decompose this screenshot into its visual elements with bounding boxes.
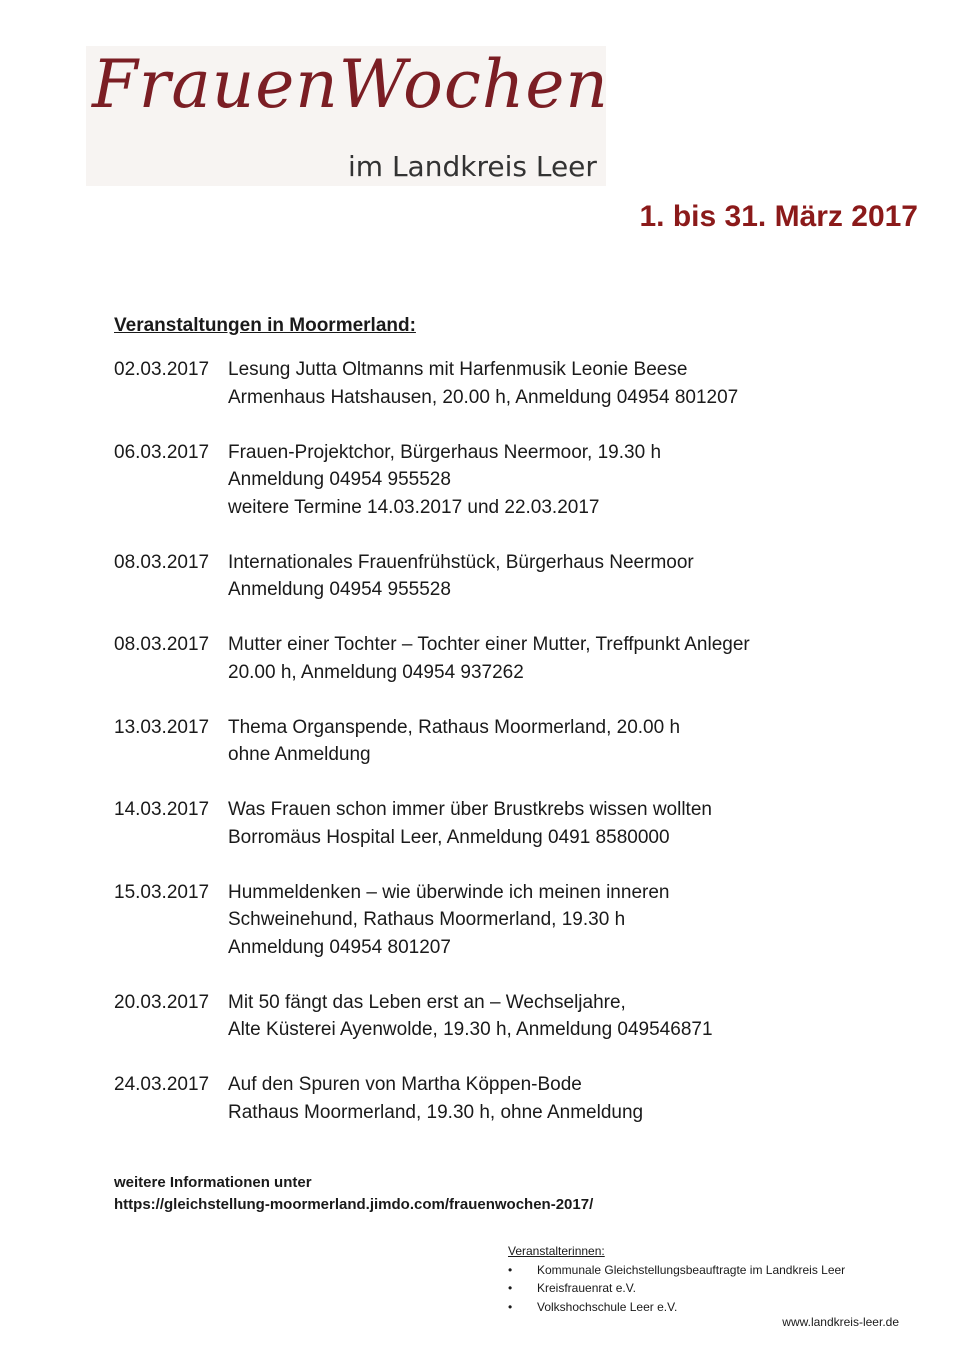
event-entry [114,796,914,851]
event-date: 20.03.2017 [114,991,210,1013]
event-description [228,439,661,522]
event-line: Auf den Spuren von Martha Köppen-Bode [228,1074,582,1095]
event-line: Internationales Frauenfrühstück, Bürgerhaus Neermoor [228,551,694,573]
event-line: Lesung Jutta Oltmanns mit Harfenmusik Leonie Beese [228,359,688,380]
organizer-item: • Kreisfrauenrat e.V. [508,1279,845,1298]
event-line: Mit 50 fängt das Leben erst an – Wechseljahre, [228,991,626,1013]
event-line: Anmeldung 04954 955528 [228,579,451,600]
info-label: weitere Informationen unter [114,1174,312,1191]
event-line: Borromäus Hospital Leer, Anmeldung 0491 8580000 [228,826,670,848]
event-line: Rathaus Moormerland, 19.30 h, ohne Anmeldung [228,1101,644,1123]
event-line: Schweinehund, Rathaus Moormerland, 19.30 h [228,909,626,930]
event-line: Hummeldenken – wie überwinde ich meinen inneren [228,881,670,903]
organizer-item: • Volkshochschule Leer e.V. [508,1298,845,1317]
event-line: 20.00 h, Anmeldung 04954 937262 [228,661,524,683]
organizers-list [508,1261,845,1317]
logo-subtitle: im Landkreis Leer [348,150,597,183]
event-line: Armenhaus Hatshausen, 20.00 h, Anmeldung 04954 801207 [228,386,739,408]
event-list [114,356,914,1154]
event-entry [114,714,914,769]
event-date: 24.03.2017 [114,1074,210,1095]
event-date: 02.03.2017 [114,359,210,380]
event-line: Anmeldung 04954 955528 [228,469,451,490]
event-description [228,631,750,686]
event-entry [114,879,914,962]
event-entry [114,356,914,411]
organizers-title: Veranstalterinnen: [508,1244,605,1258]
event-entry [114,549,914,604]
event-line: weitere Termine 14.03.2017 und 22.03.2017 [228,496,600,518]
event-description [228,549,694,604]
frauenwochen-logo [86,46,609,186]
event-description [228,796,712,851]
event-date: 14.03.2017 [114,799,210,820]
event-line: Frauen-Projektchor, Bürgerhaus Neermoor, 19.30 h [228,441,662,463]
event-line: ohne Anmeldung [228,744,371,765]
website-link[interactable]: www.landkreis-leer.de [782,1315,899,1329]
organizers-block [508,1242,845,1316]
event-line: Thema Organspende, Rathaus Moormerland, 20.00 h [228,716,681,738]
event-date: 08.03.2017 [114,551,210,573]
event-date: 06.03.2017 [114,441,210,463]
event-entry [114,631,914,686]
organizer-item: • Kommunale Gleichstellungsbeauftragte im Landkreis Leer [508,1261,845,1280]
logo-script-text: FrauenWochen [92,46,609,123]
event-line: Mutter einer Tochter – Tochter einer Mutter, Treffpunkt Anleger [228,634,750,655]
event-line: Anmeldung 04954 801207 [228,936,451,958]
event-line: Was Frauen schon immer über Brustkrebs wissen wollten [228,799,712,820]
event-date: 15.03.2017 [114,881,210,903]
event-description [228,714,680,769]
event-entry [114,1071,914,1126]
info-block [114,1172,593,1216]
event-line: Alte Küsterei Ayenwolde, 19.30 h, Anmeldung 049546871 [228,1019,713,1040]
section-title: Veranstaltungen in Moormerland: [114,315,416,336]
event-description [228,356,738,411]
info-url[interactable]: https://gleichstellung-moormerland.jimdo.com/frauenwochen-2017/ [114,1196,594,1213]
event-description [228,1071,643,1126]
date-range-heading: 1. bis 31. März 2017 [639,200,918,233]
event-description [228,989,713,1044]
event-date: 08.03.2017 [114,634,210,655]
event-entry [114,439,914,522]
event-date: 13.03.2017 [114,716,210,738]
event-description [228,879,669,962]
event-entry [114,989,914,1044]
